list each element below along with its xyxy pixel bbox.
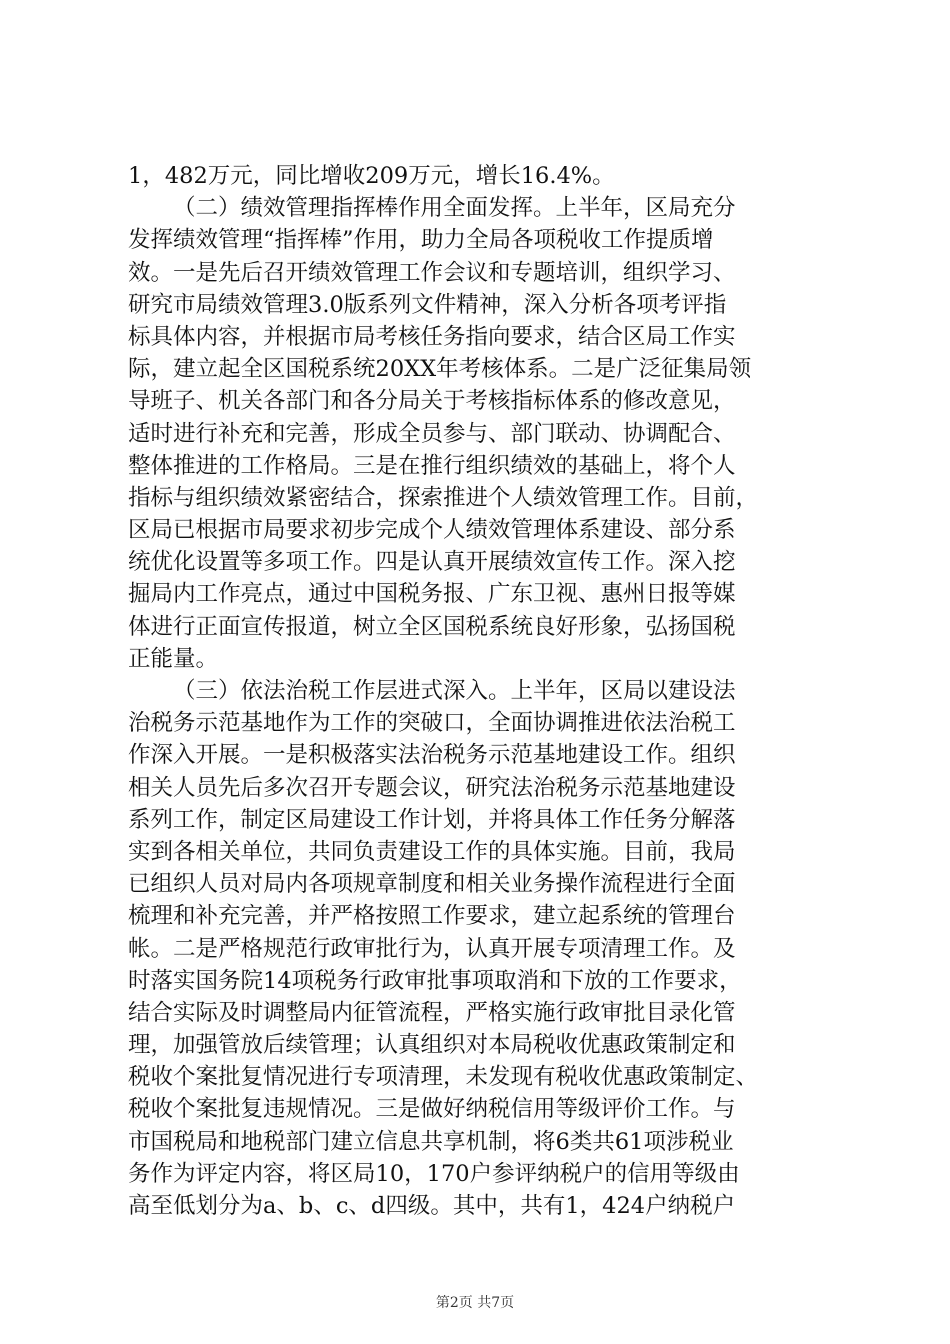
page-footer: 第2页 共7页	[435, 1295, 515, 1311]
text-line: 际，建立起全区国税系统20XX年考核体系。二是广泛征集局领	[128, 356, 752, 383]
text-line: 区局已根据市局要求初步完成个人绩效管理体系建设、部分系	[128, 517, 736, 544]
text-line: 体进行正面宣传报道，树立全区国税系统良好形象，弘扬国税	[128, 613, 736, 640]
text-line: 相关人员先后多次召开专题会议，研究法治税务示范基地建设	[128, 774, 736, 801]
text-line: （二）绩效管理指挥棒作用全面发挥。上半年，区局充分	[173, 195, 736, 222]
text-line: 帐。二是严格规范行政审批行为，认真开展专项清理工作。及	[128, 935, 736, 962]
text-line: 结合实际及时调整局内征管流程，严格实施行政审批目录化管	[128, 999, 736, 1026]
text-line: 指标与组织绩效紧密结合，探索推进个人绩效管理工作。目前，	[128, 484, 759, 511]
text-line: 梳理和补充完善，并严格按照工作要求，建立起系统的管理台	[128, 903, 736, 930]
text-line: 系列工作，制定区局建设工作计划，并将具体工作任务分解落	[128, 806, 736, 833]
text-line: 适时进行补充和完善，形成全员参与、部门联动、协调配合、	[128, 420, 736, 447]
text-line: 时落实国务院14项税务行政审批事项取消和下放的工作要求，	[128, 967, 742, 994]
text-line: 理，加强管放后续管理；认真组织对本局税收优惠政策制定和	[128, 1032, 736, 1059]
text-line: 导班子、机关各部门和各分局关于考核指标体系的修改意见，	[128, 388, 736, 415]
text-line: 效。一是先后召开绩效管理工作会议和专题培训，组织学习、	[128, 259, 736, 286]
text-line: 整体推进的工作格局。三是在推行组织绩效的基础上，将个人	[128, 452, 736, 479]
text-line: 标具体内容，并根据市局考核任务指向要求，结合区局工作实	[128, 323, 736, 350]
text-line: 市国税局和地税部门建立信息共享机制，将6类共61项涉税业	[128, 1128, 734, 1155]
text-line: 掘局内工作亮点，通过中国税务报、广东卫视、惠州日报等媒	[128, 581, 736, 608]
text-line: 统优化设置等多项工作。四是认真开展绩效宣传工作。深入挖	[128, 549, 736, 576]
text-line: 实到各相关单位，共同负责建设工作的具体实施。目前，我局	[128, 838, 736, 865]
body-text	[128, 160, 828, 1222]
text-line: （三）依法治税工作层进式深入。上半年，区局以建设法	[173, 678, 736, 704]
text-line: 发挥绩效管理“指挥棒”作用，助力全局各项税收工作提质增	[128, 227, 714, 254]
text-line: 治税务示范基地作为工作的突破口，全面协调推进依法治税工	[128, 710, 736, 737]
text-line: 税收个案批复情况进行专项清理，未发现有税收优惠政策制定、	[128, 1064, 759, 1091]
text-line: 正能量。	[128, 645, 219, 672]
text-line: 务作为评定内容，将区局10，170户参评纳税户的信用等级由	[128, 1160, 740, 1187]
text-line: 税收个案批复违规情况。三是做好纳税信用等级评价工作。与	[128, 1096, 736, 1123]
text-line: 1，482万元，同比增收209万元，增长16.4%。	[128, 163, 615, 189]
text-line: 作深入开展。一是积极落实法治税务示范基地建设工作。组织	[128, 742, 736, 769]
text-line: 高至低划分为a、b、c、d四级。其中，共有1，424户纳税户	[128, 1193, 736, 1219]
text-line: 研究市局绩效管理3.0版系列文件精神，深入分析各项考评指	[128, 291, 727, 318]
text-line: 已组织人员对局内各项规章制度和相关业务操作流程进行全面	[128, 871, 736, 898]
